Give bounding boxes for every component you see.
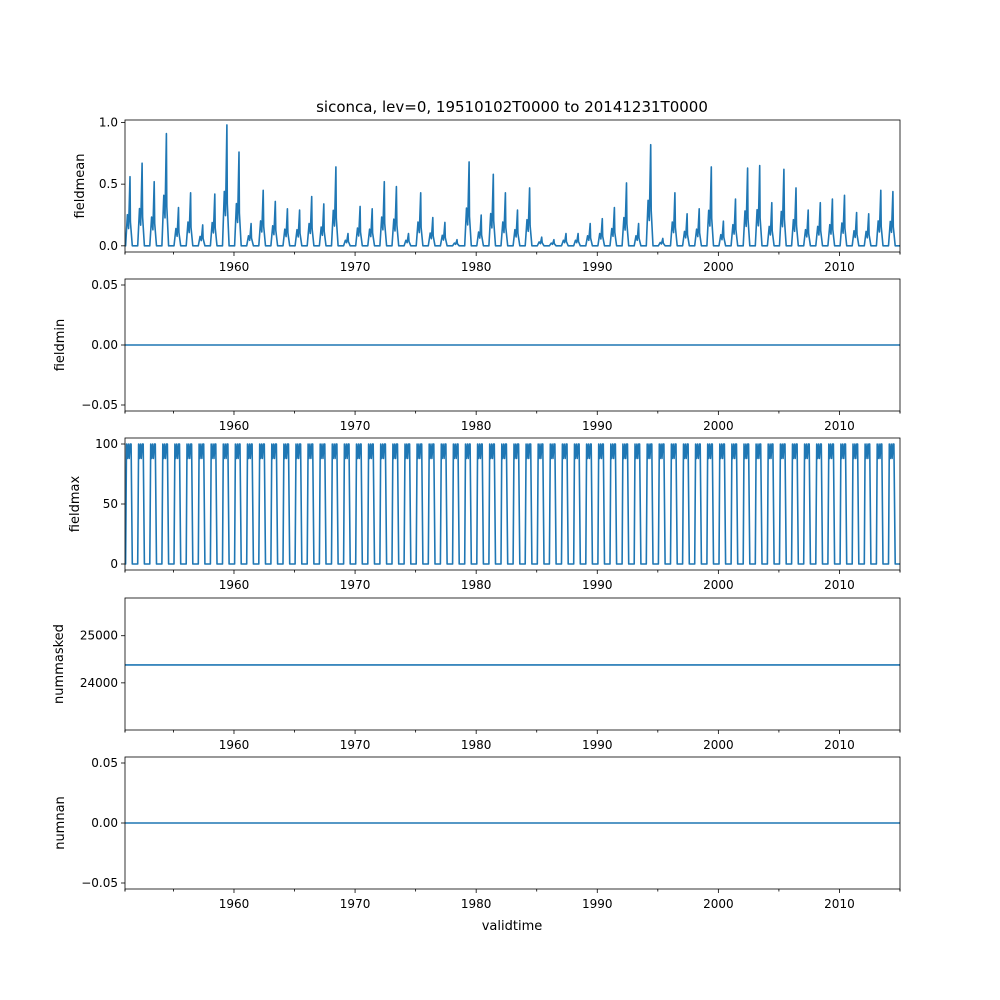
x-tick-label: 2000 <box>703 897 734 911</box>
y-axis-label: fieldmax <box>68 475 83 533</box>
y-tick-label: 100 <box>95 437 118 451</box>
figure-title: siconca, lev=0, 19510102T0000 to 20141231T0000 <box>316 98 708 116</box>
x-tick-label: 1960 <box>218 260 250 274</box>
y-tick-label: 0.5 <box>98 177 118 192</box>
subplot-numnan <box>53 756 900 911</box>
x-tick-label: 1980 <box>460 578 492 592</box>
y-tick-label: 0.00 <box>91 338 118 352</box>
x-tick-label: 1970 <box>339 897 371 911</box>
x-tick-label: 1970 <box>339 419 371 433</box>
y-axis-label: numnan <box>53 796 68 850</box>
x-tick-label: 1960 <box>218 419 250 433</box>
x-tick-label: 1990 <box>581 260 613 274</box>
x-tick-label: 2000 <box>703 419 734 433</box>
y-axis-label: fieldmin <box>53 318 68 372</box>
x-tick-label: 1970 <box>339 260 371 274</box>
subplot-fieldmax <box>68 437 900 592</box>
series-line-fieldmean <box>125 125 900 246</box>
y-tick-label: 0.0 <box>98 238 118 253</box>
x-tick-label: 1990 <box>581 897 613 911</box>
x-tick-label: 1980 <box>460 260 492 274</box>
x-tick-label: 1980 <box>460 738 492 752</box>
x-tick-label: 1960 <box>218 897 250 911</box>
y-tick-label: 0 <box>110 557 118 571</box>
subplot-fieldmean <box>73 115 900 274</box>
x-tick-label: 1960 <box>218 578 250 592</box>
x-tick-label: 1970 <box>339 738 371 752</box>
axes-frame <box>125 598 900 730</box>
y-tick-label: 0.05 <box>91 278 118 292</box>
x-tick-label: 2000 <box>703 578 734 592</box>
y-axis-label: nummasked <box>52 624 67 704</box>
y-tick-label: −0.05 <box>81 876 118 890</box>
x-tick-label: 1990 <box>581 578 613 592</box>
x-axis-label: validtime <box>481 919 543 934</box>
y-tick-label: 1.0 <box>98 115 118 130</box>
x-tick-label: 1970 <box>339 578 371 592</box>
x-tick-label: 1990 <box>581 419 613 433</box>
y-tick-label: 0.05 <box>91 756 118 770</box>
x-tick-label: 2010 <box>824 578 855 592</box>
y-tick-label: 50 <box>102 497 118 511</box>
subplots <box>52 115 900 911</box>
y-tick-label: 25000 <box>79 628 118 643</box>
x-tick-label: 1990 <box>581 738 613 752</box>
y-axis-label: fieldmean <box>73 153 88 219</box>
subplot-nummasked <box>52 598 900 752</box>
x-tick-label: 2010 <box>824 738 855 752</box>
x-tick-label: 2000 <box>703 738 734 752</box>
y-tick-label: 24000 <box>79 675 118 690</box>
x-tick-label: 2010 <box>824 419 855 433</box>
y-tick-label: −0.05 <box>81 398 118 412</box>
x-tick-label: 2010 <box>824 897 855 911</box>
x-tick-label: 1980 <box>460 419 492 433</box>
x-tick-label: 2000 <box>703 260 734 274</box>
subplot-fieldmin <box>53 278 900 433</box>
x-tick-label: 1960 <box>218 738 250 752</box>
y-tick-label: 0.00 <box>91 816 118 830</box>
series-line-fieldmax <box>125 444 900 564</box>
x-tick-label: 1980 <box>460 897 492 911</box>
x-tick-label: 2010 <box>824 260 855 274</box>
